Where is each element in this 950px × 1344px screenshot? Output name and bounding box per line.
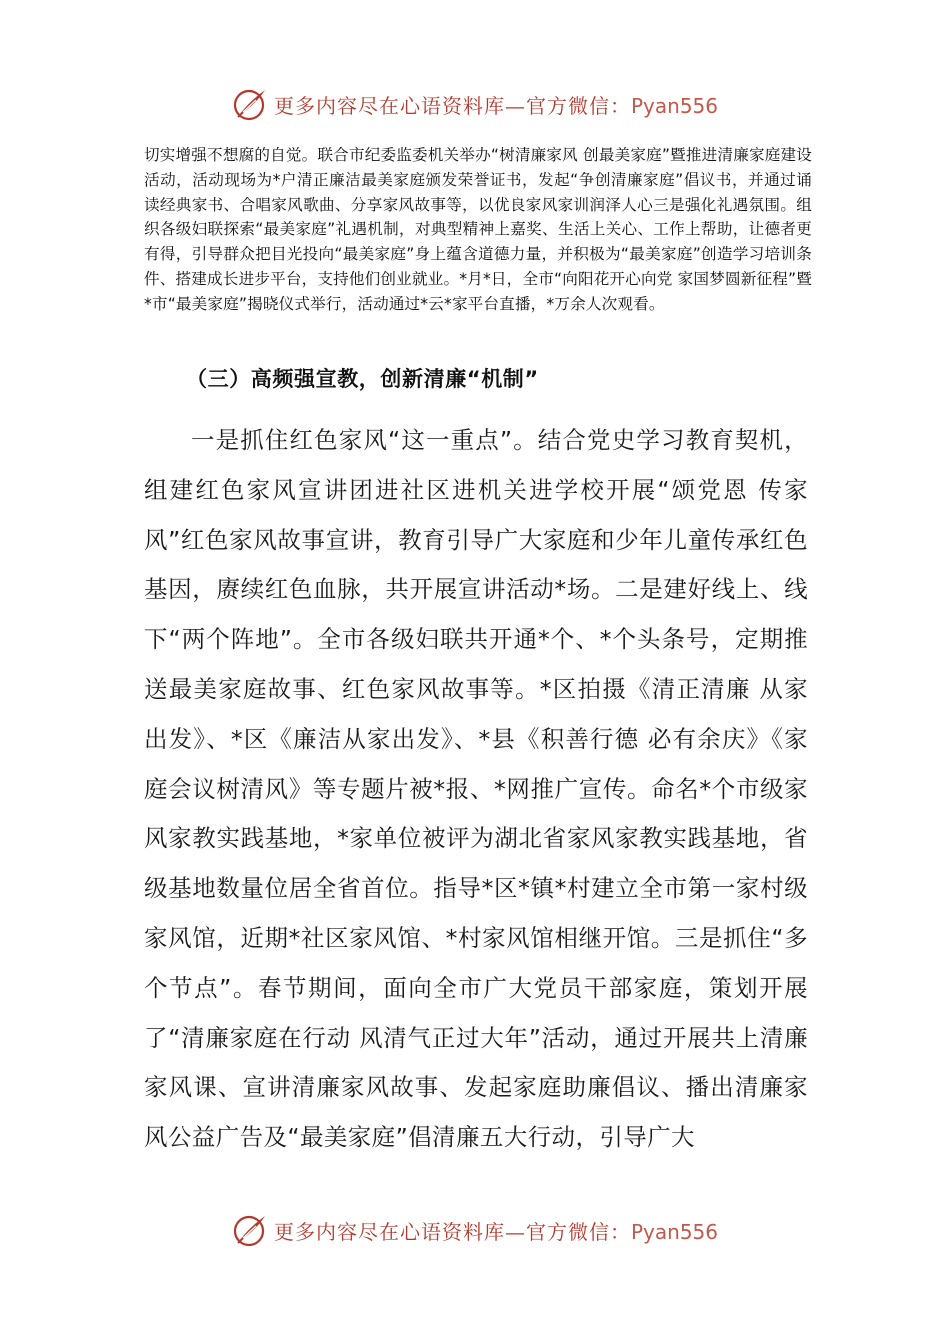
wechat-id: Pyan556 xyxy=(630,93,718,118)
banner-text: 更多内容尽在心语资料库—官方微信：Pyan556 xyxy=(273,93,718,118)
header-watermark-banner xyxy=(0,82,950,126)
intro-paragraph: 切实增强不想腐的自觉。联合市纪委监委机关举办“树清廉家风 创最美家庭”暨推进清廉家庭建设活动，活动现场为*户清正廉洁最美家庭颁发荣誉证书，发起“争创清廉家庭”倡议书，并通过诵读经典家书、合唱家风歌曲、分享家风故事等，以优良家风家训润泽人心三是强化礼遇氛围。组织各级妇联探索“最美家庭”礼遇机制，对典型精神上嘉奖、生活上关心、工作上帮助，让德者更有得，引导群众把目光投向“最美家庭”身上蕴含道德力量，并积极为“最美家庭”创造学习培训条件、搭建成长进步平台，支持他们创业就业。*月*日，全市“向阳花开心向党 家国梦圆新征程”暨*市“最美家庭”揭晓仪式举行，活动通过*云*家平台直播，*万余人次观看。 xyxy=(144,146,812,313)
main-paragraph: 一是抓住红色家风“这一重点”。结合党史学习教育契机，组建红色家风宣讲团进社区进机关进学校开展“颂党恩 传家风”红色家风故事宣讲，教育引导广大家庭和少年儿童传承红色基因，赓续红色血脉，共开展宣讲活动*场。二是建好线上、线下“两个阵地”。全市各级妇联共开通*个、*个头条号，定期推送最美家庭故事、红色家风故事等。*区拍摄《清正清廉 从家出发》、*区《廉洁从家出发》、*县《积善行德 必有余庆》《家庭会议树清风》等专题片被*报、*网推广宣传。命名*个市级家风家教实践基地，*家单位被评为湖北省家风家教实践基地，省级基地数量位居全省首位。指导*区*镇*村建立全市第一家村级家风馆，近期*社区家风馆、*村家风馆相继开馆。三是抓住“多个节点”。春节期间，面向全市广大党员干部家庭，策划开展了“清廉家庭在行动 风清气正过大年”活动，通过开展共上清廉家风课、宣讲清廉家风故事、发起家庭助廉倡议、播出清廉家风公益广告及“最美家庭”倡清廉五大行动，引导广大 xyxy=(144,426,808,1152)
wechat-id: Pyan556 xyxy=(630,1219,718,1244)
banner-text: 更多内容尽在心语资料库—官方微信：Pyan556 xyxy=(273,1219,718,1244)
footer-watermark-banner xyxy=(0,1208,950,1252)
section-heading: （三）高频强宣教，创新清廉“机制” xyxy=(186,367,539,391)
quill-logo-icon xyxy=(232,1212,268,1248)
quill-logo-icon xyxy=(232,86,268,122)
